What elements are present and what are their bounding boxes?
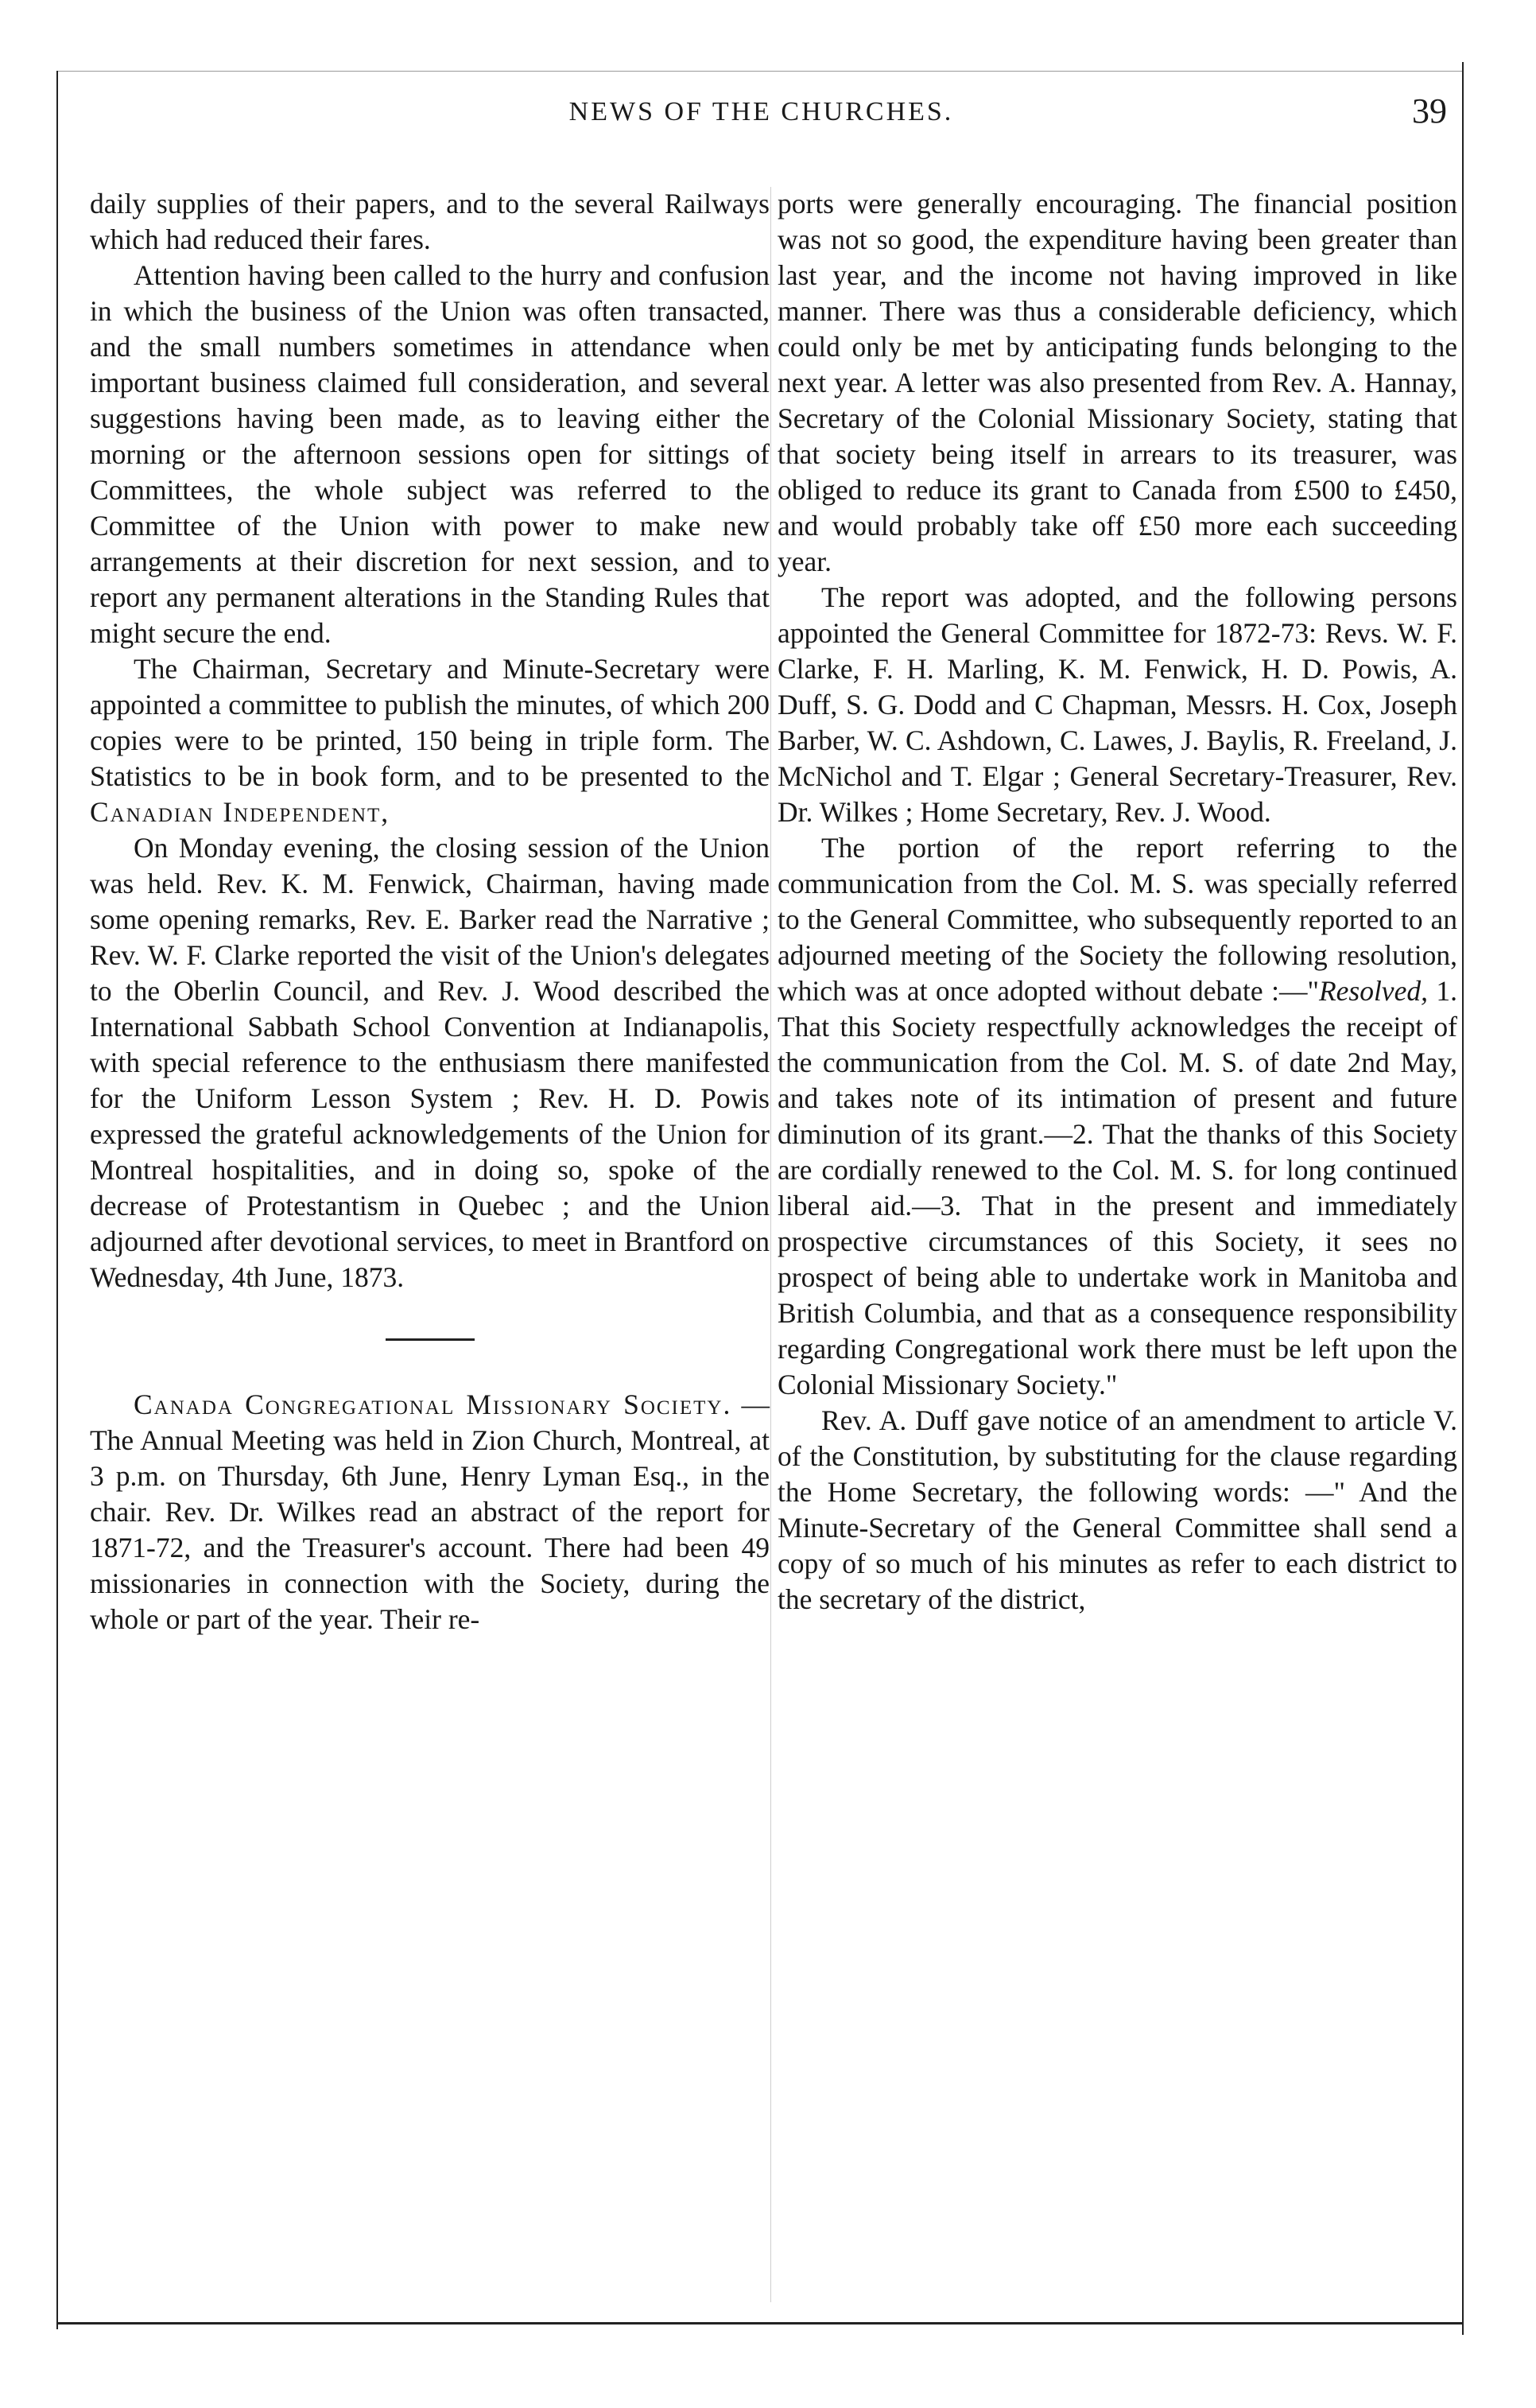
paragraph-resolution-body: 1. That this Society respectfully acknowledges the receipt of the communication from the Col. M. S. of date 2nd May, and takes note of its intimation of present and future diminution of its grant.—2. That the thanks of this Society are cordially renewed to the Col. M. S. for long continued liberal aid.—3. That in the present and immediately prospective circumstances of this Society, it sees no prospect of being able to undertake work in Manitoba and British Columbia, and that as a consequence responsibility regarding Congregational work there must be left upon the Colonial Missionary Society." — [778, 975, 1458, 1400]
paragraph-missionary-society — [90, 1387, 770, 1637]
paragraph-amendment-notice: Rev. A. Duff gave notice of an amendment to article V. of the Constitution, by substituting for the clause regarding the Home Secretary, the following words: —" And the Minute-Secretary of the General Committee shall send a copy of so much of his minutes as refer to each district to the secretary of the district, — [778, 1404, 1457, 1615]
paragraph-closing-session: On Monday evening, the closing session of the Union was held. Rev. K. M. Fenwick, Chairman, having made some opening remarks, Rev. E. Barker read the Narrative ; Rev. W. F. Clarke reported the visit of the Union's delegates to the Oberlin Council, and Rev. J. Wood described the International Sabbath School Convention at Indianapolis, with special reference to the enthusiasm there manifested for the Uniform Lesson System ; Rev. H. D. Powis expressed the grateful acknowledgements of the Union for Montreal hospitalities, and in doing so, spoke of the decrease of Protestantism in Quebec ; and the Union adjourned after devotional services, to meet in Brantford on Wednesday, 4th June, 1873. — [90, 832, 770, 1293]
paragraph-minutes-text: The Chairman, Secretary and Minute-Secretary were appointed a committee to publish the minutes, of which 200 copies were to be printed, 150 being in triple form. The Statistics to be in book form, and to be presented to the — [90, 653, 770, 792]
page-frame-right-rule — [1462, 62, 1464, 2335]
section-separator-rule — [386, 1338, 475, 1341]
right-column — [778, 186, 1457, 1618]
page-frame-left-rule — [56, 71, 58, 2329]
resolved-italic: Resolved, — [1318, 975, 1428, 1007]
paragraph-resolution — [778, 830, 1457, 1403]
paragraph-missionary-text: — The Annual Meeting was held in Zion Church, Montreal, at 3 p.m. on Thursday, 6th June, Henry Lyman Esq., in the chair. Rev. Dr. Wilkes read an abstract of the report for 1871-72, and the Treasurer's account. There had been 49 missionaries in connection with the Society, during the whole or part of the year. Their re- — [90, 1388, 770, 1635]
left-column — [90, 186, 770, 1637]
page-frame-top-rule — [56, 71, 1464, 72]
page-number: 39 — [1412, 91, 1447, 130]
canadian-independent-caps: Canadian Independent, — [90, 796, 390, 828]
paragraph-resolution-intro: The portion of the report referring to the communication from the Col. M. S. was specially referred to the General Committee, who subsequently reported to an adjourned meeting of the Society the following resolution, which was at once adopted without debate :—" — [778, 832, 1457, 1007]
paragraph-reports-finances: ports were generally encouraging. The financial position was not so good, the expenditure having been greater than last year, and the income not having improved in like manner. There was thus a considerable deficiency, which could only be met by anticipating funds belonging to the next year. A letter was also presented from Rev. A. Hannay, Secretary of the Colonial Missionary Society, stating that that society being itself in arrears to its treasurer, was obliged to reduce its grant to Canada from £500 to £450, and would probably take off £50 more each succeeding year. — [778, 188, 1457, 577]
running-title: NEWS OF THE CHURCHES. — [568, 97, 954, 126]
paragraph-union-business: Attention having been called to the hurry and confusion in which the business of the Union was often transacted, and the small numbers sometimes in attendance when important business claimed full consideration, and several suggestions having been made, as to leaving either the morning or the afternoon sessions open for sittings of Committees, the whole subject was referred to the Committee of the Union with power to make new arrangements at their discretion for next session, and to report any permanent alterations in the Standing Rules that might secure the end. — [90, 259, 770, 649]
paragraph-railway-fares: daily supplies of their papers, and to the several Railways which had reduced their fares. — [90, 188, 770, 255]
section-heading-missionary-society: Canada Congregational Missionary Society. — [134, 1388, 732, 1420]
paragraph-minutes-committee — [90, 651, 770, 830]
page-frame-bottom-rule — [56, 2322, 1464, 2324]
page-header — [76, 91, 1447, 145]
paragraph-general-committee: The report was adopted, and the following persons appointed the General Committee for 1872-73: Revs. W. F. Clarke, F. H. Marling, K. M. Fenwick, H. D. Powis, A. Duff, S. G. Dodd and C Chapman, Messrs. H. Cox, Joseph Barber, W. C. Ashdown, C. Lawes, J. Baylis, R. Freeland, J. McNichol and T. Elgar ; General Secretary-Treasurer, Rev. Dr. Wilkes ; Home Secretary, Rev. J. Wood. — [778, 581, 1457, 828]
column-divider — [770, 187, 771, 2302]
